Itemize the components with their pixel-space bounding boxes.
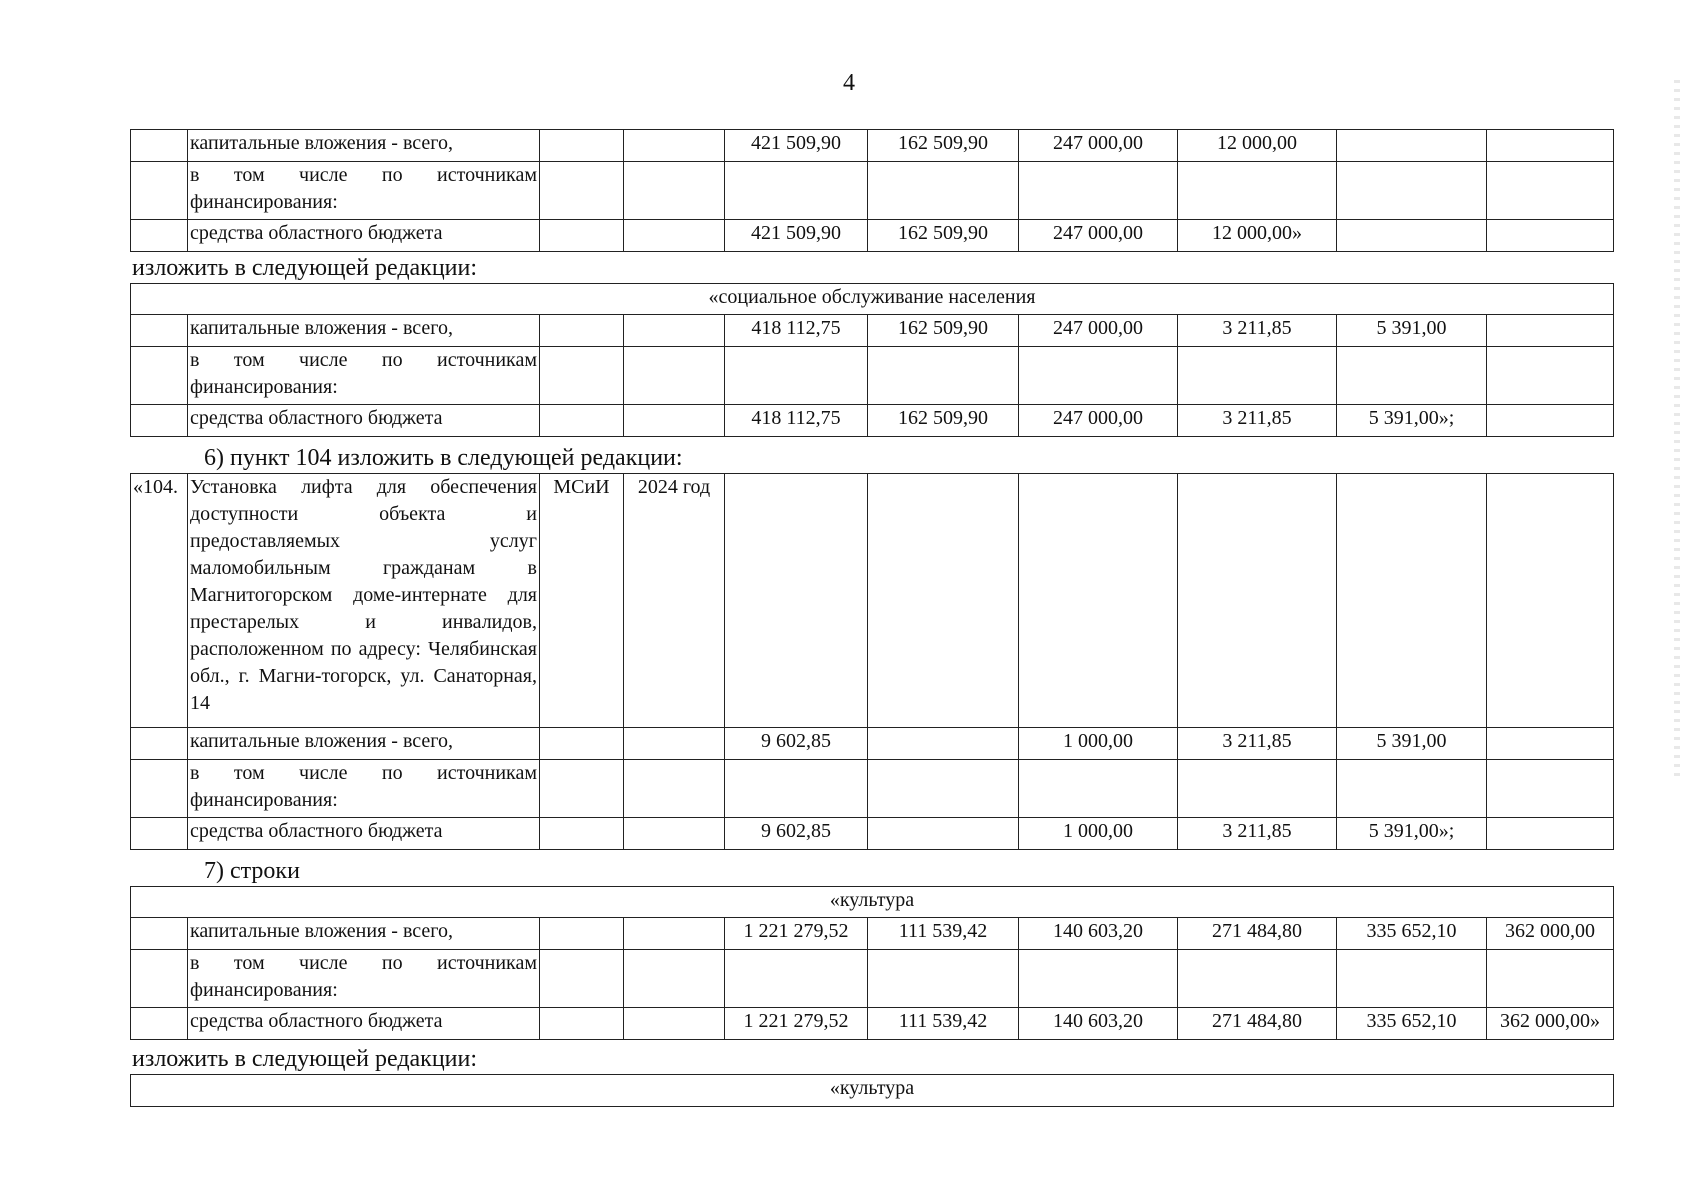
value-cell: 162 509,90 xyxy=(868,130,1019,162)
value-cell: 271 484,80 xyxy=(1178,1008,1337,1040)
value-cell xyxy=(1487,162,1614,220)
row-description: в том числе по источникам финансирования: xyxy=(188,162,540,220)
value-cell xyxy=(1487,818,1614,850)
value-cell xyxy=(1487,315,1614,347)
value-cell: 335 652,10 xyxy=(1337,918,1487,950)
value-cell: 140 603,20 xyxy=(1019,918,1178,950)
section-title: «культура xyxy=(131,887,1614,918)
value-cell xyxy=(725,760,868,818)
table-row xyxy=(131,760,1614,818)
value-cell: 9 602,85 xyxy=(725,818,868,850)
value-cell xyxy=(624,130,725,162)
item-period: 2024 год xyxy=(624,474,725,728)
table-row xyxy=(131,220,1614,252)
value-cell: 1 221 279,52 xyxy=(725,918,868,950)
value-cell xyxy=(540,1008,624,1040)
value-cell: 421 509,90 xyxy=(725,130,868,162)
value-cell xyxy=(1487,760,1614,818)
value-cell xyxy=(1337,347,1487,405)
value-cell: 362 000,00 xyxy=(1487,918,1614,950)
row-description: средства областного бюджета xyxy=(188,1008,540,1040)
value-cell xyxy=(868,162,1019,220)
caption-restate-2: изложить в следующей редакции: xyxy=(132,1046,478,1072)
table-row xyxy=(131,130,1614,162)
value-cell xyxy=(1337,162,1487,220)
row-number-cell xyxy=(131,918,188,950)
value-cell: 335 652,10 xyxy=(1337,1008,1487,1040)
value-cell xyxy=(868,760,1019,818)
value-cell: 1 221 279,52 xyxy=(725,1008,868,1040)
value-cell xyxy=(1178,760,1337,818)
value-cell xyxy=(624,347,725,405)
value-cell: 111 539,42 xyxy=(868,918,1019,950)
value-cell xyxy=(540,818,624,850)
row-description: капитальные вложения - всего, xyxy=(188,728,540,760)
value-cell xyxy=(725,162,868,220)
table-new-social-service xyxy=(130,283,1614,437)
value-cell xyxy=(540,315,624,347)
value-cell xyxy=(540,130,624,162)
table-old-culture xyxy=(130,886,1614,1040)
value-cell: 3 211,85 xyxy=(1178,818,1337,850)
item-executor: МСиИ xyxy=(540,474,624,728)
table-old-social-service xyxy=(130,129,1614,252)
value-cell: 418 112,75 xyxy=(725,405,868,437)
value-cell: 247 000,00 xyxy=(1019,130,1178,162)
value-cell xyxy=(540,760,624,818)
table-row xyxy=(131,728,1614,760)
value-cell xyxy=(624,1008,725,1040)
table-row xyxy=(131,818,1614,850)
caption-lines-7: 7) строки xyxy=(204,858,300,884)
item-row xyxy=(131,474,1614,728)
value-cell xyxy=(725,950,868,1008)
table-body xyxy=(131,130,1614,252)
value-cell xyxy=(540,728,624,760)
value-cell: 12 000,00 xyxy=(1178,130,1337,162)
table-item-104 xyxy=(130,473,1614,850)
value-cell xyxy=(868,950,1019,1008)
value-cell xyxy=(1337,130,1487,162)
value-cell: 362 000,00» xyxy=(1487,1008,1614,1040)
value-cell xyxy=(1019,347,1178,405)
value-cell xyxy=(868,728,1019,760)
value-cell xyxy=(1337,220,1487,252)
value-cell: 5 391,00»; xyxy=(1337,818,1487,850)
value-cell xyxy=(1487,130,1614,162)
row-number-cell xyxy=(131,405,188,437)
value-cell xyxy=(1178,162,1337,220)
value-cell: 1 000,00 xyxy=(1019,728,1178,760)
row-description: средства областного бюджета xyxy=(188,818,540,850)
value-cell xyxy=(540,347,624,405)
value-cell: 247 000,00 xyxy=(1019,220,1178,252)
section-row xyxy=(131,284,1614,315)
value-cell: 111 539,42 xyxy=(868,1008,1019,1040)
table-body xyxy=(131,887,1614,1040)
value-cell xyxy=(1178,950,1337,1008)
value-cell xyxy=(1019,162,1178,220)
row-number-cell xyxy=(131,760,188,818)
value-cell: 162 509,90 xyxy=(868,405,1019,437)
value-cell xyxy=(540,918,624,950)
value-cell xyxy=(1337,950,1487,1008)
value-cell xyxy=(1487,347,1614,405)
table-row xyxy=(131,918,1614,950)
value-cell: 418 112,75 xyxy=(725,315,868,347)
value-cell: 162 509,90 xyxy=(868,315,1019,347)
item-description: Установка лифта для обеспечения доступности объекта и предоставляемых услуг маломобильным гражданам в Магнитогорском доме-интернате для престарелых и инвалидов, расположенном по адресу: Челябинская обл., г. Магни-тогорск, ул. Санаторная, 14 xyxy=(188,474,540,728)
value-cell xyxy=(624,162,725,220)
value-cell: 5 391,00»; xyxy=(1337,405,1487,437)
value-cell xyxy=(1487,950,1614,1008)
row-number-cell xyxy=(131,728,188,760)
caption-restate-1: изложить в следующей редакции: xyxy=(132,255,478,281)
value-cell xyxy=(624,950,725,1008)
table-row xyxy=(131,347,1614,405)
table-row xyxy=(131,405,1614,437)
value-cell xyxy=(624,818,725,850)
row-description: капитальные вложения - всего, xyxy=(188,130,540,162)
row-number-cell xyxy=(131,347,188,405)
section-title: «социальное обслуживание населения xyxy=(131,284,1614,315)
value-cell xyxy=(1487,728,1614,760)
row-description: в том числе по источникам финансирования: xyxy=(188,347,540,405)
row-description: капитальные вложения - всего, xyxy=(188,918,540,950)
value-cell xyxy=(868,347,1019,405)
value-cell: 5 391,00 xyxy=(1337,315,1487,347)
table-body xyxy=(131,284,1614,437)
row-description: капитальные вложения - всего, xyxy=(188,315,540,347)
value-cell xyxy=(540,950,624,1008)
value-cell xyxy=(540,162,624,220)
table-row xyxy=(131,315,1614,347)
table-body xyxy=(131,474,1614,850)
value-cell: 5 391,00 xyxy=(1337,728,1487,760)
table-row xyxy=(131,1008,1614,1040)
value-cell: 3 211,85 xyxy=(1178,315,1337,347)
row-description: в том числе по источникам финансирования: xyxy=(188,760,540,818)
row-number-cell xyxy=(131,1008,188,1040)
section-row xyxy=(131,887,1614,918)
table-new-culture xyxy=(130,1074,1614,1107)
value-cell xyxy=(624,220,725,252)
page-number: 4 xyxy=(843,70,855,96)
value-cell: 140 603,20 xyxy=(1019,1008,1178,1040)
value-cell xyxy=(624,728,725,760)
row-description: средства областного бюджета xyxy=(188,405,540,437)
value-cell xyxy=(1487,220,1614,252)
value-cell: 1 000,00 xyxy=(1019,818,1178,850)
value-cell xyxy=(624,760,725,818)
value-cell xyxy=(1019,760,1178,818)
table-row xyxy=(131,162,1614,220)
table-row xyxy=(131,950,1614,1008)
value-cell xyxy=(540,220,624,252)
value-cell: 3 211,85 xyxy=(1178,405,1337,437)
row-number-cell xyxy=(131,220,188,252)
row-number-cell xyxy=(131,315,188,347)
value-cell xyxy=(725,347,868,405)
row-description: в том числе по источникам финансирования: xyxy=(188,950,540,1008)
row-number-cell xyxy=(131,130,188,162)
section-title: «культура xyxy=(131,1075,1614,1107)
value-cell: 3 211,85 xyxy=(1178,728,1337,760)
scan-edge-marks xyxy=(1674,80,1680,780)
value-cell: 162 509,90 xyxy=(868,220,1019,252)
caption-item-104: 6) пункт 104 изложить в следующей редакции: xyxy=(204,445,683,471)
value-cell xyxy=(624,315,725,347)
value-cell xyxy=(624,405,725,437)
value-cell xyxy=(1178,347,1337,405)
value-cell xyxy=(868,818,1019,850)
value-cell xyxy=(540,405,624,437)
value-cell xyxy=(1487,405,1614,437)
value-cell xyxy=(624,918,725,950)
section-row xyxy=(131,1075,1614,1107)
item-number: «104. xyxy=(131,474,188,728)
value-cell: 9 602,85 xyxy=(725,728,868,760)
value-cell: 12 000,00» xyxy=(1178,220,1337,252)
value-cell: 421 509,90 xyxy=(725,220,868,252)
row-description: средства областного бюджета xyxy=(188,220,540,252)
value-cell: 271 484,80 xyxy=(1178,918,1337,950)
row-number-cell xyxy=(131,162,188,220)
value-cell xyxy=(1019,950,1178,1008)
row-number-cell xyxy=(131,818,188,850)
row-number-cell xyxy=(131,950,188,1008)
value-cell: 247 000,00 xyxy=(1019,405,1178,437)
value-cell xyxy=(1337,760,1487,818)
value-cell: 247 000,00 xyxy=(1019,315,1178,347)
